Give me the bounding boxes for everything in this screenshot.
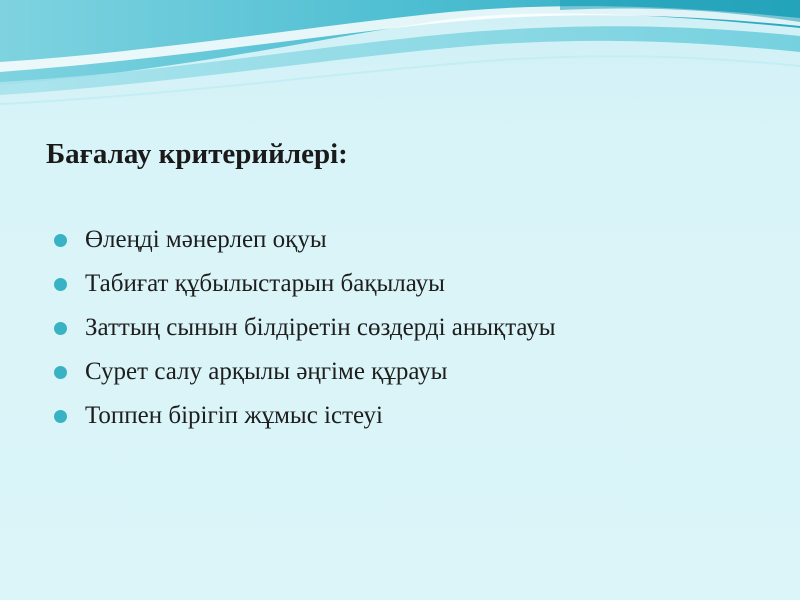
wave-decoration: [0, 0, 800, 110]
list-item: [54, 306, 556, 350]
list-item-text: Табиғат құбылыстарын бақылауы: [85, 270, 445, 297]
bullet-dot-icon: [54, 234, 67, 247]
list-item-text: Топпен бірігіп жұмыс істеуі: [85, 402, 383, 429]
list-item: [54, 350, 556, 394]
bullet-dot-icon: [54, 410, 67, 423]
list-item: [54, 218, 556, 262]
list-item: [54, 394, 556, 438]
list-item-text: Заттың сынын білдіретін сөздерді анықтауы: [85, 314, 556, 341]
bullet-list: [54, 218, 556, 438]
bullet-dot-icon: [54, 366, 67, 379]
slide-title: Бағалау критерийлері:: [46, 138, 348, 170]
list-item: [54, 262, 556, 306]
bullet-dot-icon: [54, 278, 67, 291]
bullet-dot-icon: [54, 322, 67, 335]
list-item-text: Өлеңді мәнерлеп оқуы: [85, 226, 327, 253]
list-item-text: Сурет салу арқылы әңгіме құрауы: [85, 358, 448, 385]
